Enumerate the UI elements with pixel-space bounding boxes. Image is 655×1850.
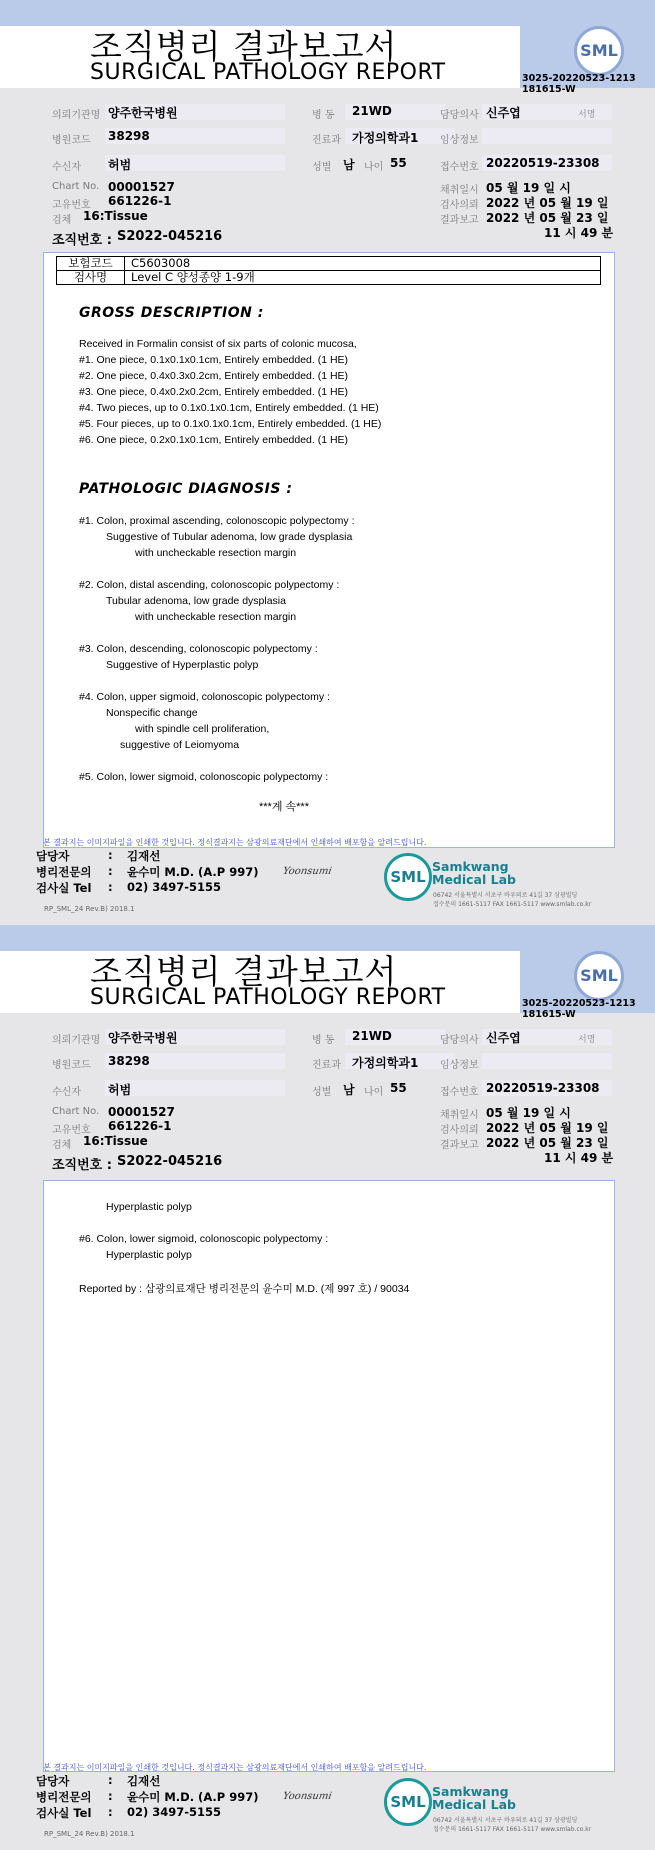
age-value: 55	[390, 1081, 407, 1095]
pathologist-signature: Yoonsumi	[282, 1791, 333, 1802]
sex-label: 성별	[312, 162, 332, 173]
tissue-no-value: S2022-045216	[117, 229, 223, 244]
sex-value: 남	[343, 1083, 355, 1097]
sml-logo-icon: SML	[574, 26, 624, 76]
recipient-label: 수신자	[52, 162, 81, 173]
gross-line: #3. One piece, 0.4x0.2x0.2cm, Entirely embedded. (1 HE)	[79, 386, 349, 398]
diagnosis-line: #5. Colon, lower sigmoid, colonoscopic polypectomy :	[79, 771, 329, 783]
hospital-label: 의뢰기관명	[52, 1035, 101, 1046]
hospital-code-label: 병원코드	[52, 1060, 91, 1071]
ward-value: 21WD	[352, 104, 392, 118]
manager-label: 담당자	[36, 1774, 70, 1788]
report-page-2	[0, 925, 655, 1843]
contact-line: 접수문의 1661-5117 FAX 1661-5117 www.smlab.co.kr	[433, 1826, 592, 1833]
report-date-value: 2022 년 05 월 23 일	[486, 1136, 609, 1150]
age-label: 나이	[364, 1087, 384, 1098]
report-reference	[522, 998, 636, 1020]
specimen-label: 검체	[52, 215, 72, 226]
ref-line-2: 181615-W	[522, 84, 576, 95]
sign-label: 서명	[578, 1035, 596, 1045]
manager-label: 담당자	[36, 849, 70, 863]
insurance-code-label: 보험코드	[57, 257, 125, 271]
insurance-code-value: C5603008	[125, 257, 601, 271]
recipient-label: 수신자	[52, 1087, 81, 1098]
lab-tel-label: 검사실 Tel	[36, 1806, 92, 1820]
sml-logo-icon: SML	[574, 951, 624, 1001]
gross-line: #2. One piece, 0.4x0.3x0.2cm, Entirely embedded. (1 HE)	[79, 370, 349, 382]
hospital-code-label: 병원코드	[52, 135, 91, 146]
collect-label: 채취일시	[440, 1110, 479, 1121]
print-notice: 본 결과지는 이미지파일을 인쇄한 것입니다. 정식결과지는 삼광의료재단에서 인쇄하여 배포함을 알려드립니다.	[43, 838, 427, 847]
lab-name-line-2: Medical Lab	[432, 872, 516, 887]
diagnosis-line: with spindle cell proliferation,	[135, 723, 270, 735]
receipt-label: 접수번호	[440, 1087, 479, 1098]
diagnosis-line: Suggestive of Tubular adenoma, low grade dysplasia	[106, 531, 353, 543]
specimen-value: 16:Tissue	[83, 209, 148, 223]
pathologist-signature: Yoonsumi	[282, 866, 333, 877]
diagnosis-line: Tubular adenoma, low grade dysplasia	[106, 595, 286, 607]
doctor-label: 담당의사	[440, 1035, 479, 1046]
report-date-label: 결과보고	[440, 1140, 479, 1151]
manager-value: 김재선	[127, 849, 161, 863]
report-date-label: 결과보고	[440, 215, 479, 226]
unique-no-label: 고유번호	[52, 1125, 91, 1136]
gross-line: #5. Four pieces, up to 0.1x0.1x0.1cm, Entirely embedded. (1 HE)	[79, 418, 382, 430]
tissue-no-value: S2022-045216	[117, 1154, 223, 1169]
specimen-value: 16:Tissue	[83, 1134, 148, 1148]
colon: :	[108, 1805, 113, 1819]
table-row	[57, 257, 601, 271]
form-number: RP_SML_24 Rev.B) 2018.1	[44, 1830, 135, 1838]
receipt-label: 접수번호	[440, 162, 479, 173]
recipient-value: 허범	[108, 158, 132, 172]
hospital-value: 양주한국병원	[108, 1031, 178, 1045]
manager-value: 김재선	[127, 1774, 161, 1788]
age-value: 55	[390, 156, 407, 170]
diagnosis-line: Nonspecific change	[106, 707, 198, 719]
hospital-code-value: 38298	[108, 129, 150, 143]
doctor-value: 신주엽	[486, 1031, 521, 1045]
test-request-value: 2022 년 05 월 19 일	[486, 196, 609, 210]
report-title-english: SURGICAL PATHOLOGY REPORT	[90, 60, 446, 85]
ref-line-1: 3025-20220523-1213	[522, 998, 636, 1009]
colon: :	[108, 1773, 113, 1787]
report-time-value: 11 시 49 분	[544, 226, 614, 240]
colon: :	[108, 880, 113, 894]
lab-name	[432, 1785, 516, 1811]
ref-line-2: 181615-W	[522, 1009, 576, 1020]
chart-label: Chart No.	[52, 181, 100, 192]
test-name-label: 검사명	[57, 271, 125, 285]
recipient-value: 허범	[108, 1083, 132, 1097]
hospital-code-value: 38298	[108, 1054, 150, 1068]
field-shade	[105, 155, 285, 171]
diagnosis-line: #2. Colon, distal ascending, colonoscopic polypectomy :	[79, 579, 340, 591]
doctor-label: 담당의사	[440, 110, 479, 121]
test-request-label: 검사의뢰	[440, 1125, 479, 1136]
chart-value: 00001527	[108, 1105, 175, 1119]
gross-description-heading: GROSS DESCRIPTION :	[79, 305, 264, 321]
test-name-value: Level C 양성종양 1-9개	[125, 271, 601, 285]
pathologist-value: 윤수미 M.D. (A.P 997)	[127, 1790, 259, 1804]
report-date-value: 2022 년 05 월 23 일	[486, 211, 609, 225]
diagnosis-line: with uncheckable resection margin	[135, 547, 297, 559]
dept-label: 진료과	[312, 1060, 341, 1071]
hospital-value: 양주한국병원	[108, 106, 178, 120]
chart-label: Chart No.	[52, 1106, 100, 1117]
diagnosis-line: suggestive of Leiomyoma	[120, 739, 240, 751]
specimen-label: 검체	[52, 1140, 72, 1151]
colon: :	[108, 1789, 113, 1803]
receipt-value: 20220519-23308	[486, 156, 600, 170]
sign-label: 서명	[578, 110, 596, 120]
gross-line: #6. One piece, 0.2x0.1x0.1cm, Entirely embedded. (1 HE)	[79, 434, 349, 446]
unique-no-value: 661226-1	[108, 1119, 172, 1133]
gross-line: #4. Two pieces, up to 0.1x0.1x0.1cm, Entirely embedded. (1 HE)	[79, 402, 379, 414]
lab-address	[433, 891, 591, 909]
clinical-info-label: 임상정보	[440, 135, 479, 146]
doctor-value: 신주엽	[486, 106, 521, 120]
report-content-box	[43, 1180, 615, 1772]
lab-name-line-2: Medical Lab	[432, 1797, 516, 1812]
test-request-label: 검사의뢰	[440, 200, 479, 211]
dept-value: 가정의학과1	[352, 1056, 419, 1070]
address-line: 06742 서울특별시 서초구 바우뫼로 41길 37 삼광빌딩	[433, 1817, 578, 1824]
diagnosis-line: #4. Colon, upper sigmoid, colonoscopic polypectomy :	[79, 691, 330, 703]
diagnosis-line: #6. Colon, lower sigmoid, colonoscopic polypectomy :	[79, 1233, 329, 1245]
lab-name-line-1: Samkwang	[432, 1784, 509, 1799]
pathologist-label: 병리전문의	[36, 1790, 92, 1804]
field-shade	[482, 128, 612, 144]
continued-marker: ***계 속***	[259, 801, 309, 813]
diagnosis-line: #1. Colon, proximal ascending, colonoscopic polypectomy :	[79, 515, 355, 527]
sex-label: 성별	[312, 1087, 332, 1098]
report-content-box	[43, 252, 615, 848]
tissue-no-label: 조직번호 :	[52, 233, 112, 248]
contact-line: 접수문의 1661-5117 FAX 1661-5117 www.smlab.co.kr	[433, 901, 592, 908]
pathologist-label: 병리전문의	[36, 865, 92, 879]
receipt-value: 20220519-23308	[486, 1081, 600, 1095]
tissue-no-label: 조직번호 :	[52, 1158, 112, 1173]
samkwang-logo-icon: SML	[384, 1778, 432, 1826]
lab-tel-value: 02) 3497-5155	[127, 1805, 222, 1819]
diagnosis-line: Hyperplastic polyp	[106, 1201, 192, 1213]
lab-tel-label: 검사실 Tel	[36, 881, 92, 895]
pathologist-value: 윤수미 M.D. (A.P 997)	[127, 865, 259, 879]
address-line: 06742 서울특별시 서초구 바우뫼로 41길 37 삼광빌딩	[433, 892, 578, 899]
field-shade	[482, 1053, 612, 1069]
report-title-korean: 조직병리 결과보고서	[90, 27, 398, 66]
collect-value: 05 월 19 일 시	[486, 1106, 571, 1120]
gross-line: Received in Formalin consist of six parts of colonic mucosa,	[79, 338, 357, 350]
ward-label: 병 동	[312, 1035, 335, 1046]
collect-label: 채취일시	[440, 185, 479, 196]
ward-label: 병 동	[312, 110, 335, 121]
colon: :	[108, 848, 113, 862]
hospital-label: 의뢰기관명	[52, 110, 101, 121]
table-row	[57, 271, 601, 285]
ref-line-1: 3025-20220523-1213	[522, 73, 636, 84]
pathologic-diagnosis-heading: PATHOLOGIC DIAGNOSIS :	[79, 481, 293, 497]
colon: :	[108, 864, 113, 878]
field-shade	[105, 1080, 285, 1096]
report-time-value: 11 시 49 분	[544, 1151, 614, 1165]
lab-address	[433, 1816, 591, 1834]
ward-value: 21WD	[352, 1029, 392, 1043]
diagnosis-line: Hyperplastic polyp	[106, 1249, 192, 1261]
report-page-1	[0, 0, 655, 918]
dept-label: 진료과	[312, 135, 341, 146]
chart-value: 00001527	[108, 180, 175, 194]
diagnosis-line: #3. Colon, descending, colonoscopic polypectomy :	[79, 643, 318, 655]
age-label: 나이	[364, 162, 384, 173]
form-number: RP_SML_24 Rev.B) 2018.1	[44, 905, 135, 913]
report-reference	[522, 73, 636, 95]
lab-tel-value: 02) 3497-5155	[127, 880, 222, 894]
gross-line: #1. One piece, 0.1x0.1x0.1cm, Entirely embedded. (1 HE)	[79, 354, 349, 366]
diagnosis-line: Suggestive of Hyperplastic polyp	[106, 659, 259, 671]
test-request-value: 2022 년 05 월 19 일	[486, 1121, 609, 1135]
reported-by: Reported by : 삼광의료재단 병리전문의 윤수미 M.D. (제 997 호) / 90034	[79, 1283, 410, 1295]
unique-no-value: 661226-1	[108, 194, 172, 208]
clinical-info-label: 임상정보	[440, 1060, 479, 1071]
collect-value: 05 월 19 일 시	[486, 181, 571, 195]
lab-name	[432, 860, 516, 886]
unique-no-label: 고유번호	[52, 200, 91, 211]
dept-value: 가정의학과1	[352, 131, 419, 145]
report-title-english: SURGICAL PATHOLOGY REPORT	[90, 985, 446, 1010]
samkwang-logo-icon: SML	[384, 853, 432, 901]
report-title-korean: 조직병리 결과보고서	[90, 952, 398, 991]
diagnosis-line: with uncheckable resection margin	[135, 611, 297, 623]
print-notice: 본 결과지는 이미지파일을 인쇄한 것입니다. 정식결과지는 삼광의료재단에서 인쇄하여 배포함을 알려드립니다.	[43, 1763, 427, 1772]
test-code-table	[56, 256, 601, 285]
lab-name-line-1: Samkwang	[432, 859, 509, 874]
sex-value: 남	[343, 158, 355, 172]
